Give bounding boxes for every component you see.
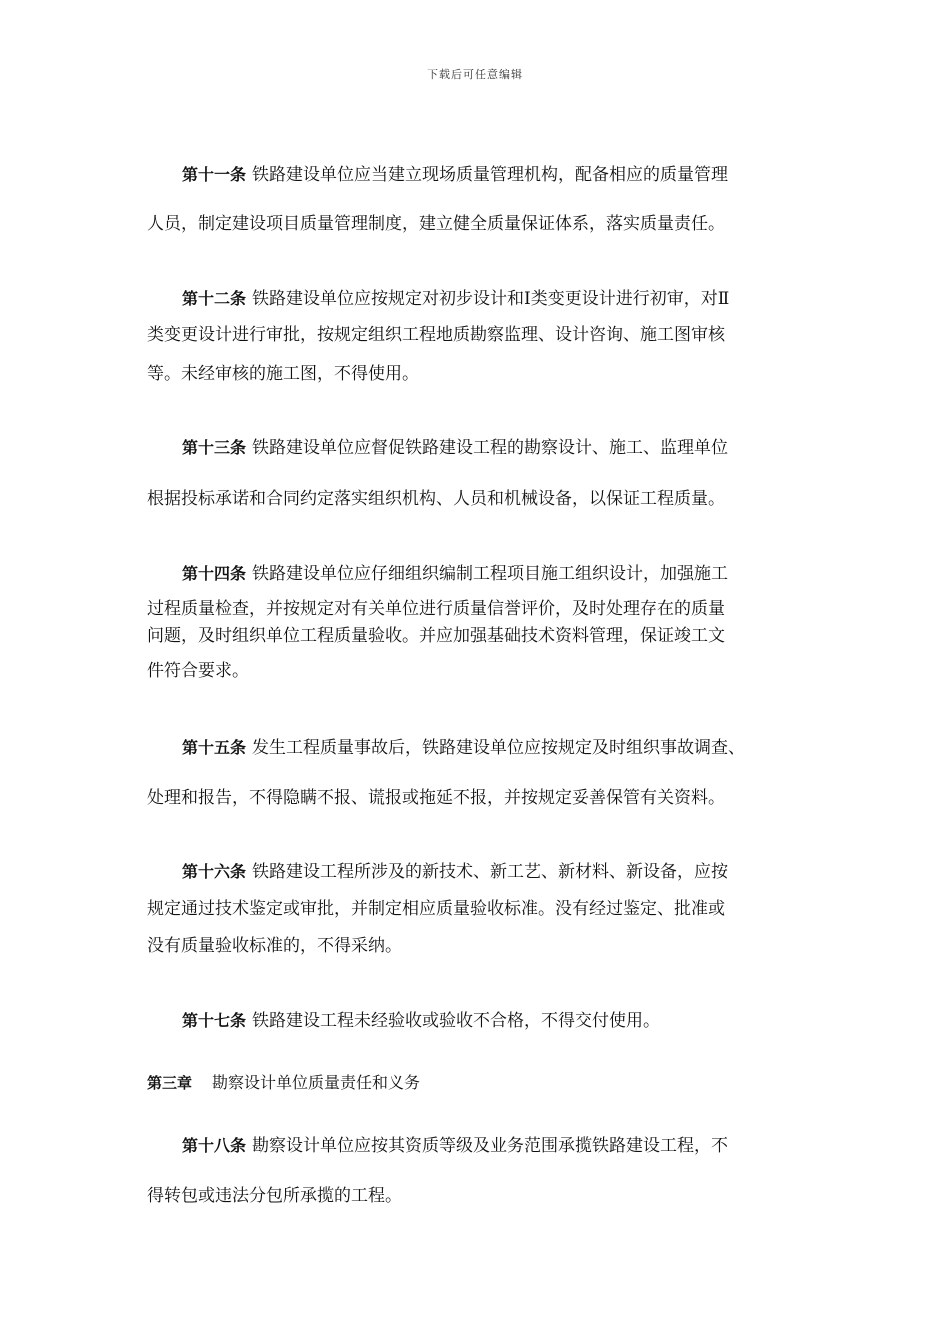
- chapter-number: 第三章: [147, 1074, 193, 1092]
- article-number: 第十七条: [182, 1011, 247, 1030]
- article-number: 第十三条: [182, 438, 247, 457]
- chapter-heading: [147, 1072, 420, 1094]
- article-18-line: 得转包或违法分包所承揽的工程。: [147, 1186, 402, 1206]
- article-15-first-line: [182, 737, 745, 759]
- article-number: 第十八条: [182, 1136, 247, 1155]
- article-text: 铁路建设工程未经验收或验收不合格，不得交付使用。: [252, 1011, 661, 1031]
- article-14-line: 件符合要求。: [147, 661, 249, 681]
- page-header-note: 下载后可任意编辑: [427, 68, 523, 81]
- article-text: 铁路建设单位应按规定对初步设计和Ⅰ类变更设计进行初审，对Ⅱ: [252, 289, 730, 309]
- article-12-first-line: [182, 288, 729, 310]
- article-number: 第十六条: [182, 862, 247, 881]
- article-text: 铁路建设单位应督促铁路建设工程的勘察设计、施工、监理单位: [252, 438, 729, 458]
- article-15-line: 处理和报告，不得隐瞒不报、谎报或拖延不报，并按规定妥善保管有关资料。: [147, 788, 725, 808]
- article-text: 铁路建设单位应仔细组织编制工程项目施工组织设计，加强施工: [252, 564, 729, 584]
- article-16-line: 没有质量验收标准的，不得采纳。: [147, 936, 402, 956]
- article-12-line: 类变更设计进行审批，按规定组织工程地质勘察监理、设计咨询、施工图审核: [147, 325, 725, 345]
- article-text: 铁路建设单位应当建立现场质量管理机构，配备相应的质量管理: [252, 165, 729, 185]
- article-14-line: 问题，及时组织单位工程质量验收。并应加强基础技术资料管理，保证竣工文: [147, 626, 725, 646]
- article-number: 第十一条: [182, 165, 247, 184]
- article-18-first-line: [182, 1135, 728, 1157]
- chapter-title: 勘察设计单位质量责任和义务: [212, 1073, 421, 1092]
- article-14-line: 过程质量检查，并按规定对有关单位进行质量信誉评价，及时处理存在的质量: [147, 599, 725, 619]
- article-number: 第十四条: [182, 564, 247, 583]
- article-11-line: 人员，制定建设项目质量管理制度，建立健全质量保证体系，落实质量责任。: [147, 214, 725, 234]
- article-number: 第十五条: [182, 738, 247, 757]
- article-text: 发生工程质量事故后，铁路建设单位应按规定及时组织事故调查、: [252, 738, 746, 758]
- article-11-first-line: [182, 164, 728, 186]
- article-13-line: 根据投标承诺和合同约定落实组织机构、人员和机械设备，以保证工程质量。: [147, 489, 725, 509]
- article-text: 勘察设计单位应按其资质等级及业务范围承揽铁路建设工程，不: [252, 1136, 729, 1156]
- article-16-first-line: [182, 861, 728, 883]
- article-17-first-line: [182, 1010, 660, 1032]
- article-16-line: 规定通过技术鉴定或审批，并制定相应质量验收标准。没有经过鉴定、批准或: [147, 899, 725, 919]
- article-13-first-line: [182, 437, 728, 459]
- article-number: 第十二条: [182, 289, 247, 308]
- article-12-line: 等。未经审核的施工图，不得使用。: [147, 364, 419, 384]
- article-14-first-line: [182, 563, 728, 585]
- article-text: 铁路建设工程所涉及的新技术、新工艺、新材料、新设备，应按: [252, 862, 729, 882]
